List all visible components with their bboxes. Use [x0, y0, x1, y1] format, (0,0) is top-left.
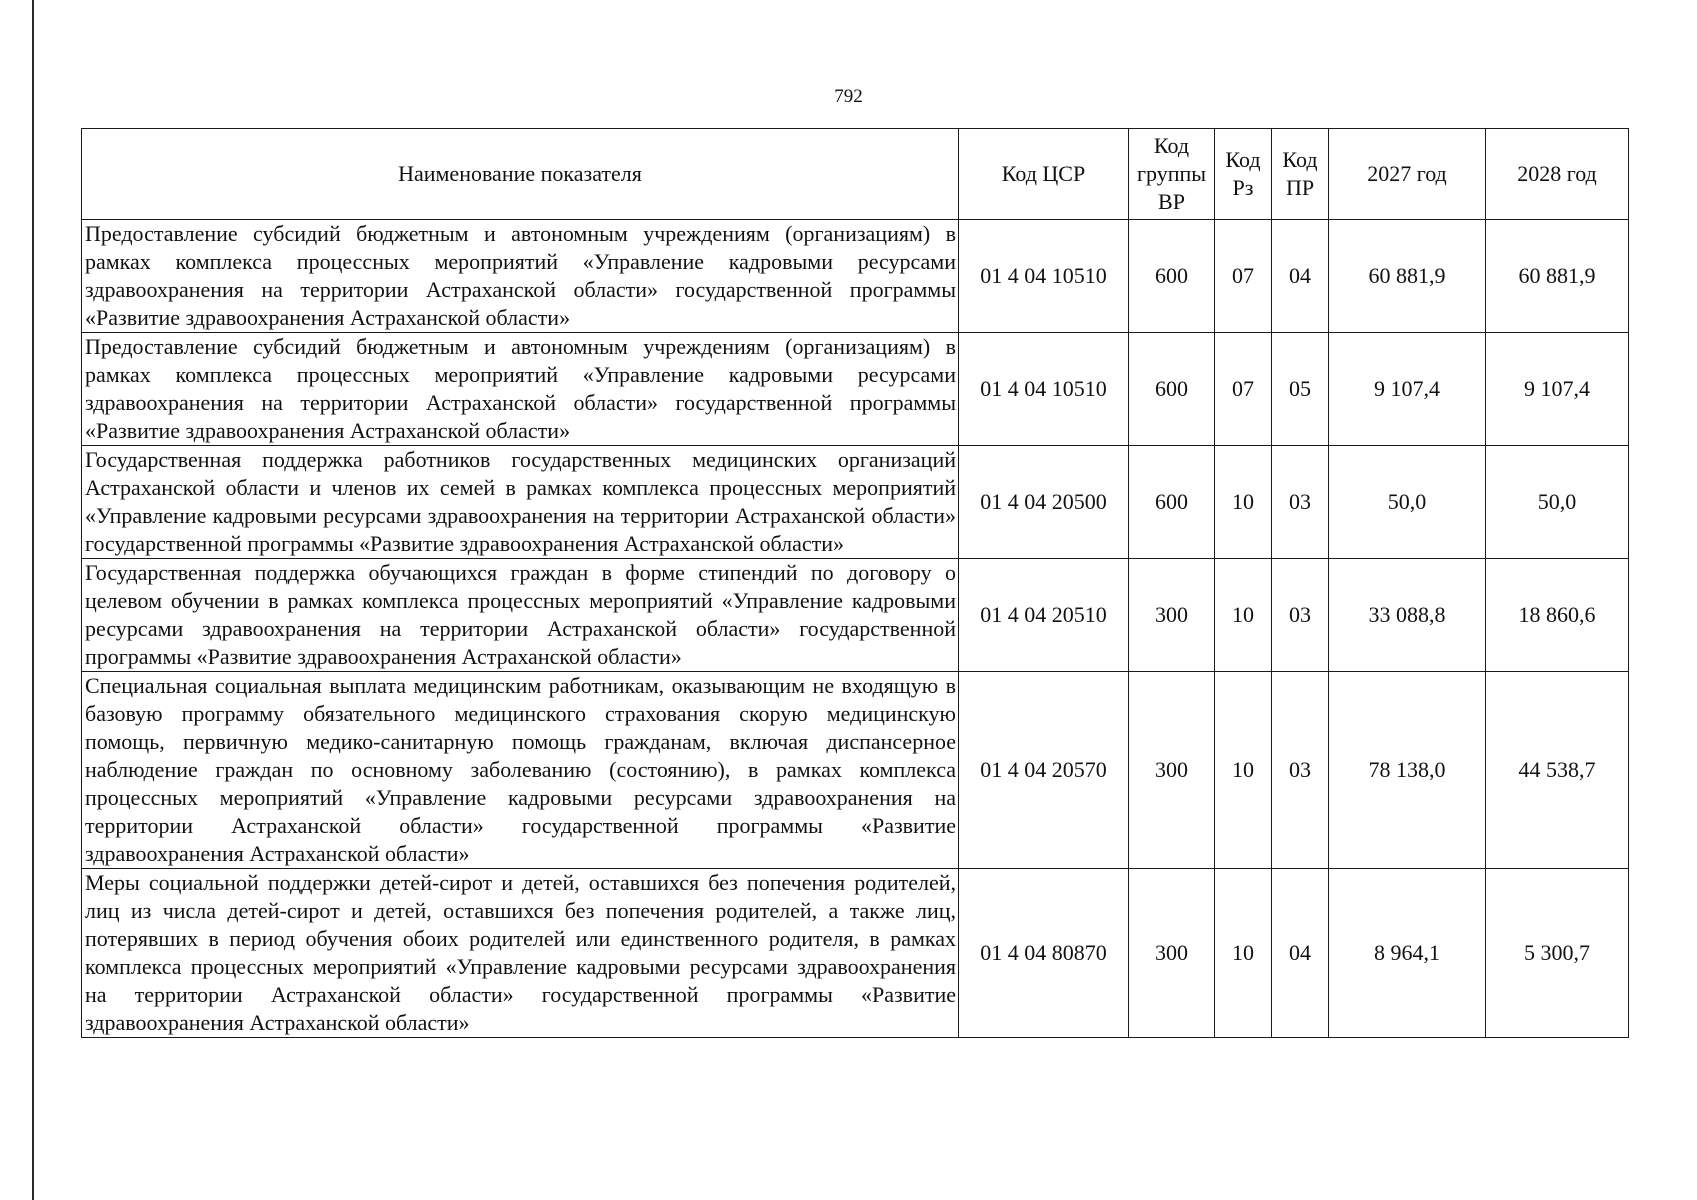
row-indicator-name: Государственная поддержка обучающихся граждан в форме стипендий по договору о целевом обучении в рамках комплекса процессных мероприятий «Управление кадровыми ресурсами здравоохранения на территории Астраханской области» государственной программы «Развитие здравоохранения Астраханской области»	[82, 559, 959, 672]
row-indicator-name: Меры социальной поддержки детей-сирот и детей, оставшихся без попечения родителей, лиц из числа детей-сирот и детей, оставшихся без попечения родителей, а также лиц, потерявших в период обучения обоих родителей или единственного родителя, в рамках комплекса процессных мероприятий «Управление кадровыми ресурсами здравоохранения на территории Астраханской области» государственной программы «Развитие здравоохранения Астраханской области»	[82, 869, 959, 1038]
header-vr-group-code: Код группы ВР	[1129, 129, 1215, 220]
row-pr-code: 04	[1272, 220, 1329, 333]
page-number: 792	[834, 86, 863, 107]
row-csr-code: 01 4 04 80870	[959, 869, 1129, 1038]
left-margin-line	[32, 0, 34, 1200]
row-amount-2028: 9 107,4	[1486, 333, 1629, 446]
row-indicator-name: Специальная социальная выплата медицинским работникам, оказывающим не входящую в базовую программу обязательного медицинского страхования скорую медицинскую помощь, первичную медико-санитарную помощь гражданам, включая диспансерное наблюдение граждан по основному заболеванию (состоянию), в рамках комплекса процессных мероприятий «Управление кадровыми ресурсами здравоохранения на территории Астраханской области» государственной программы «Развитие здравоохранения Астраханской области»	[82, 672, 959, 869]
row-vr-code: 300	[1129, 559, 1215, 672]
header-csr-code: Код ЦСР	[959, 129, 1129, 220]
row-amount-2028: 44 538,7	[1486, 672, 1629, 869]
row-pr-code: 03	[1272, 446, 1329, 559]
row-csr-code: 01 4 04 10510	[959, 220, 1129, 333]
row-rz-code: 10	[1215, 559, 1272, 672]
row-pr-code: 03	[1272, 559, 1329, 672]
row-amount-2027: 60 881,9	[1329, 220, 1486, 333]
table-row	[82, 220, 1629, 333]
row-amount-2028: 18 860,6	[1486, 559, 1629, 672]
row-pr-code: 03	[1272, 672, 1329, 869]
table-header-row	[82, 129, 1629, 220]
row-amount-2028: 60 881,9	[1486, 220, 1629, 333]
row-csr-code: 01 4 04 10510	[959, 333, 1129, 446]
table-row	[82, 446, 1629, 559]
row-rz-code: 10	[1215, 446, 1272, 559]
row-amount-2028: 50,0	[1486, 446, 1629, 559]
budget-table	[81, 128, 1629, 1038]
header-year-2027: 2027 год	[1329, 129, 1486, 220]
table-row	[82, 869, 1629, 1038]
row-rz-code: 10	[1215, 869, 1272, 1038]
header-indicator-name: Наименование показателя	[82, 129, 959, 220]
header-pr-code: Код ПР	[1272, 129, 1329, 220]
row-amount-2027: 8 964,1	[1329, 869, 1486, 1038]
row-amount-2027: 33 088,8	[1329, 559, 1486, 672]
row-csr-code: 01 4 04 20510	[959, 559, 1129, 672]
row-vr-code: 600	[1129, 220, 1215, 333]
row-csr-code: 01 4 04 20500	[959, 446, 1129, 559]
table-row	[82, 672, 1629, 869]
row-vr-code: 600	[1129, 333, 1215, 446]
row-rz-code: 07	[1215, 220, 1272, 333]
row-rz-code: 10	[1215, 672, 1272, 869]
row-amount-2027: 78 138,0	[1329, 672, 1486, 869]
row-indicator-name: Предоставление субсидий бюджетным и автономным учреждениям (организациям) в рамках комплекса процессных мероприятий «Управление кадровыми ресурсами здравоохранения на территории Астраханской области» государственной программы «Развитие здравоохранения Астраханской области»	[82, 333, 959, 446]
table-row	[82, 559, 1629, 672]
row-amount-2028: 5 300,7	[1486, 869, 1629, 1038]
header-rz-code: Код Рз	[1215, 129, 1272, 220]
row-amount-2027: 9 107,4	[1329, 333, 1486, 446]
row-pr-code: 05	[1272, 333, 1329, 446]
row-vr-code: 300	[1129, 869, 1215, 1038]
row-vr-code: 300	[1129, 672, 1215, 869]
row-pr-code: 04	[1272, 869, 1329, 1038]
row-amount-2027: 50,0	[1329, 446, 1486, 559]
table-row	[82, 333, 1629, 446]
row-rz-code: 07	[1215, 333, 1272, 446]
row-indicator-name: Государственная поддержка работников государственных медицинских организаций Астраханской области и членов их семей в рамках комплекса процессных мероприятий «Управление кадровыми ресурсами здравоохранения на территории Астраханской области» государственной программы «Развитие здравоохранения Астраханской области»	[82, 446, 959, 559]
row-csr-code: 01 4 04 20570	[959, 672, 1129, 869]
row-indicator-name: Предоставление субсидий бюджетным и автономным учреждениям (организациям) в рамках комплекса процессных мероприятий «Управление кадровыми ресурсами здравоохранения на территории Астраханской области» государственной программы «Развитие здравоохранения Астраханской области»	[82, 220, 959, 333]
header-year-2028: 2028 год	[1486, 129, 1629, 220]
row-vr-code: 600	[1129, 446, 1215, 559]
